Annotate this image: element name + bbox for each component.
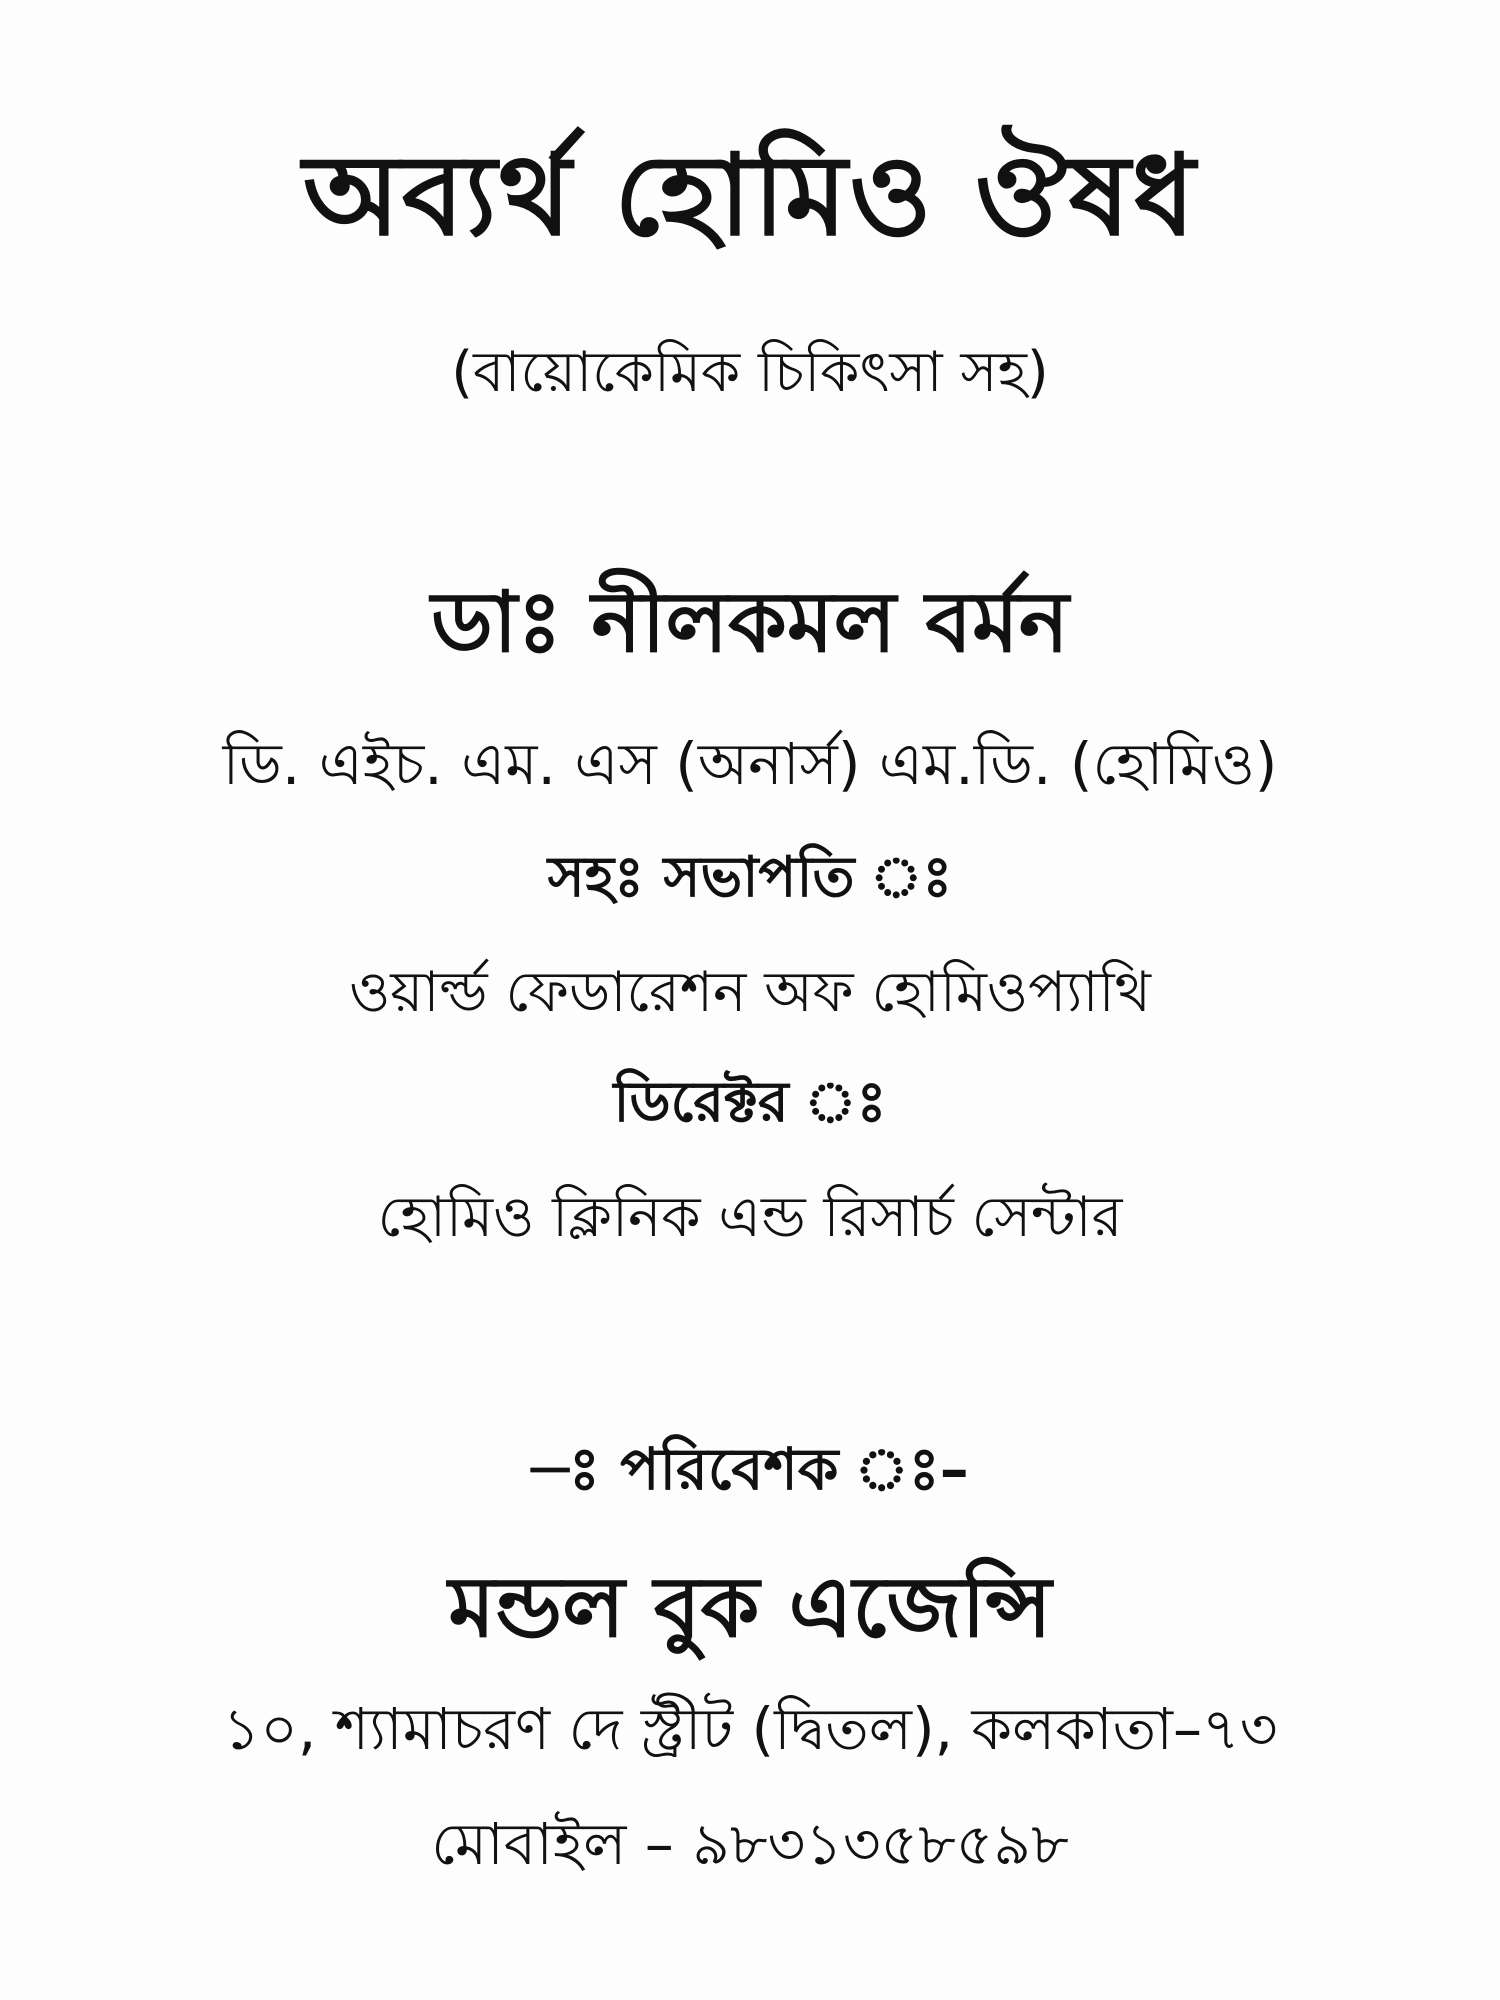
distributor-address: ১০, শ্যামাচরণ দে স্ট্রীট (দ্বিতল), কলকাতা–৭৩ (222, 1695, 1278, 1763)
book-subtitle: (বায়োকেমিক চিকিৎসা সহ) (451, 340, 1049, 405)
author-degrees: ডি. এইচ. এম. এস (অনার্স) এম.ডি. (হোমিও) (222, 730, 1278, 798)
author-director-label: ডিরেক্টর ঃ (613, 1070, 887, 1135)
author-name: ডাঃ নীলকমল বর্মন (431, 573, 1069, 671)
book-title: অব্যর্থ হোমিও ঔষধ (302, 131, 1198, 261)
author-role-label: সহঃ সভাপতি ঃ (547, 845, 953, 910)
author-organization: ওয়ার্ল্ড ফেডারেশন অফ হোমিওপ্যাথি (349, 960, 1151, 1025)
distributor-label: –ঃ পরিবেশক ঃ– (531, 1435, 969, 1503)
distributor-mobile: মোবাইল – ৯৮৩১৩৫৮৫৯৮ (431, 1810, 1069, 1878)
distributor-name: মন্ডল বুক এজেন্সি (448, 1558, 1052, 1656)
author-clinic: হোমিও ক্লিনিক এন্ড রিসার্চ সেন্টার (377, 1185, 1123, 1250)
